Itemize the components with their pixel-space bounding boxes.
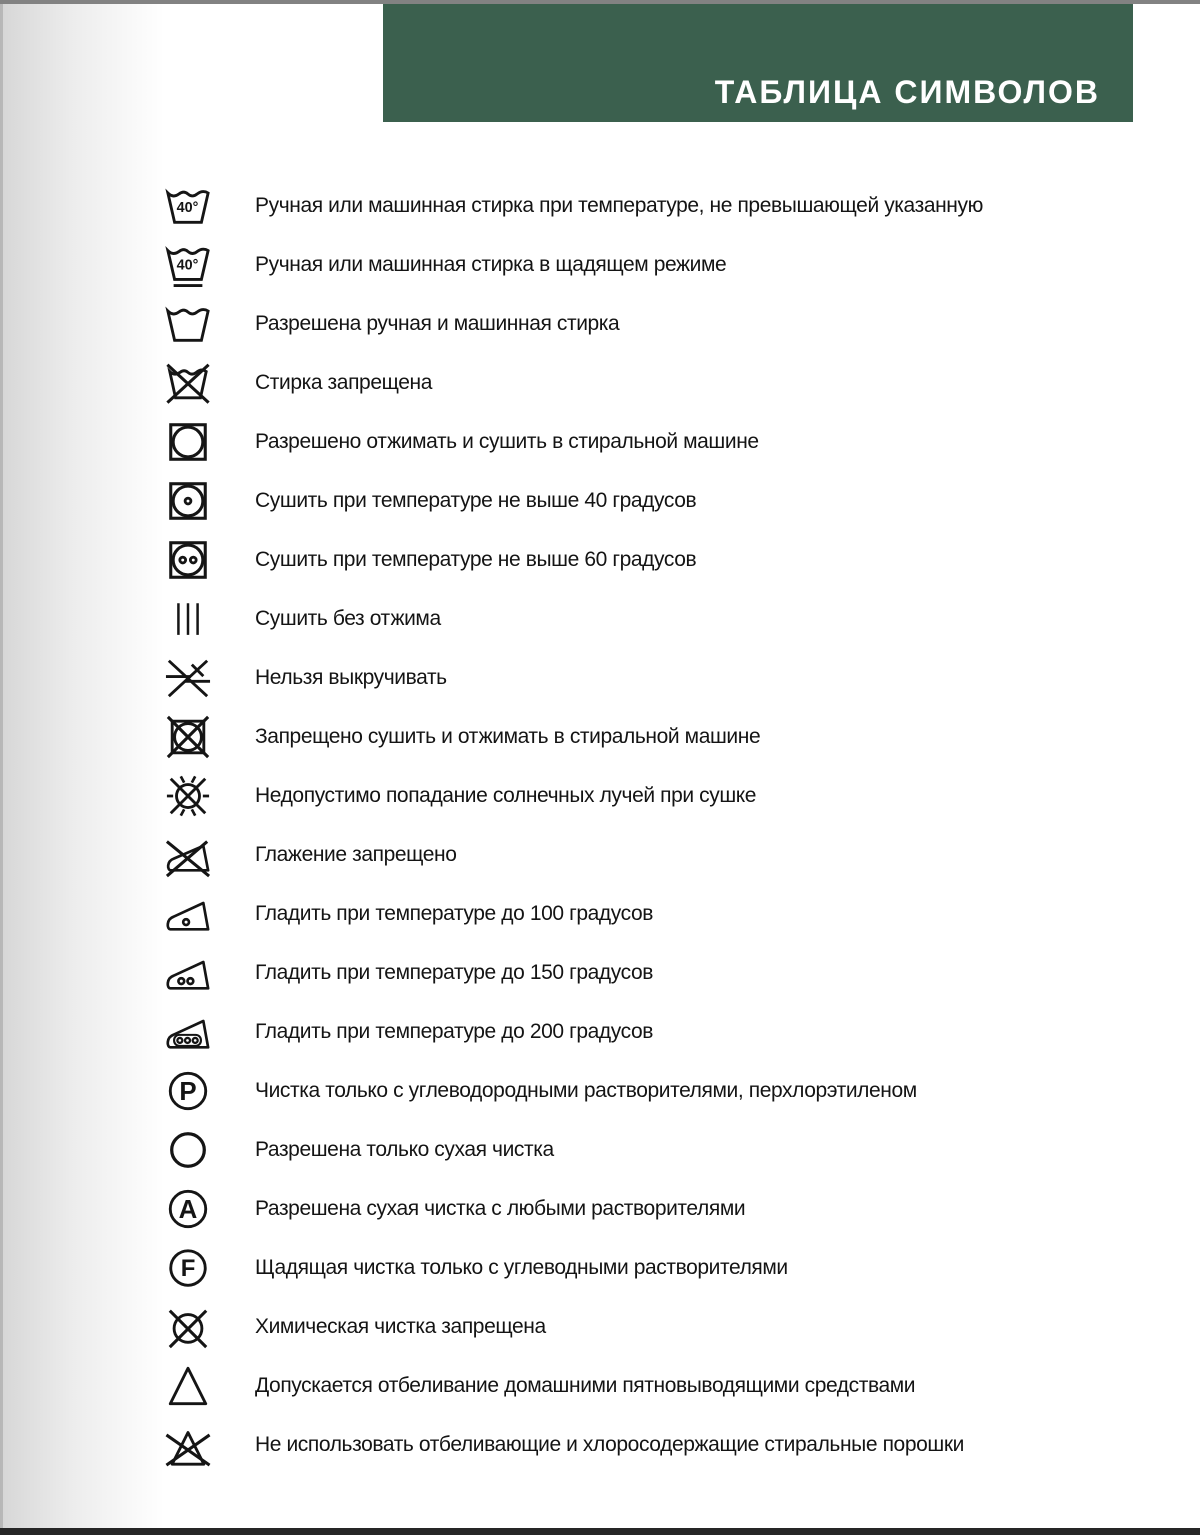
symbol-row	[160, 1415, 1140, 1474]
dryclean-a-icon	[160, 1186, 216, 1232]
wash-icon	[160, 301, 216, 347]
wash-40-gentle-icon	[160, 242, 216, 288]
bleach-allowed-icon	[160, 1363, 216, 1409]
dryclean-icon	[160, 1127, 216, 1173]
symbol-description: Допускается отбеливание домашними пятновыводящими средствами	[255, 1373, 916, 1397]
symbol-description: Сушить при температуре не выше 60 градусов	[255, 547, 697, 571]
symbol-description: Сушить при температуре не выше 40 градусов	[255, 488, 697, 512]
symbol-description: Глажение запрещено	[255, 842, 457, 866]
symbol-row	[160, 1120, 1140, 1179]
bleach-forbidden-icon	[160, 1422, 216, 1468]
symbol-row	[160, 353, 1140, 412]
symbol-description: Запрещено сушить и отжимать в стиральной машине	[255, 724, 761, 748]
top-edge-line	[0, 0, 1200, 4]
symbol-row	[160, 1061, 1140, 1120]
symbol-row	[160, 648, 1140, 707]
sun-dry-forbidden-icon	[160, 773, 216, 819]
dryclean-forbidden-icon	[160, 1304, 216, 1350]
page-fold-edge	[0, 0, 3, 1535]
dryclean-f-icon	[160, 1245, 216, 1291]
wring-forbidden-icon	[160, 655, 216, 701]
wash-40-icon	[160, 183, 216, 229]
symbol-row	[160, 707, 1140, 766]
symbol-row	[160, 884, 1140, 943]
iron-forbidden-icon	[160, 832, 216, 878]
tumble-dry-icon	[160, 419, 216, 465]
symbol-description: Щадящая чистка только с углеводными растворителями	[255, 1255, 788, 1279]
symbol-description: Разрешена только сухая чистка	[255, 1137, 554, 1161]
symbol-row	[160, 825, 1140, 884]
drip-dry-icon	[160, 596, 216, 642]
wash-forbidden-icon	[160, 360, 216, 406]
header-bar	[383, 4, 1133, 122]
iron-medium-icon	[160, 950, 216, 996]
symbol-description: Разрешена ручная и машинная стирка	[255, 311, 620, 335]
symbol-row	[160, 766, 1140, 825]
symbol-row	[160, 294, 1140, 353]
symbol-description: Стирка запрещена	[255, 370, 432, 394]
tumble-dry-low-icon	[160, 478, 216, 524]
symbol-row	[160, 1297, 1140, 1356]
symbol-description: Разрешено отжимать и сушить в стиральной машине	[255, 429, 759, 453]
symbol-description: Разрешена сухая чистка с любыми растворителями	[255, 1196, 746, 1220]
symbol-description: Гладить при температуре до 100 градусов	[255, 901, 654, 925]
iron-low-icon	[160, 891, 216, 937]
symbol-row	[160, 1179, 1140, 1238]
symbol-description: Сушить без отжима	[255, 606, 441, 630]
page-fold-shadow	[0, 0, 165, 1535]
tumble-dry-forbidden-icon	[160, 714, 216, 760]
symbol-description: Нельзя выкручивать	[255, 665, 447, 689]
symbol-row	[160, 176, 1140, 235]
symbol-row	[160, 1002, 1140, 1061]
symbol-list	[160, 176, 1140, 1474]
dryclean-p-icon	[160, 1068, 216, 1114]
symbol-description: Не использовать отбеливающие и хлоросодержащие стиральные порошки	[255, 1432, 964, 1456]
symbol-description: Ручная или машинная стирка при температуре, не превышающей указанную	[255, 193, 983, 217]
symbol-description: Гладить при температуре до 200 градусов	[255, 1019, 654, 1043]
symbol-row	[160, 1356, 1140, 1415]
symbol-description: Ручная или машинная стирка в щадящем режиме	[255, 252, 727, 276]
symbol-row	[160, 1238, 1140, 1297]
symbol-row	[160, 471, 1140, 530]
symbol-row	[160, 530, 1140, 589]
symbol-row	[160, 235, 1140, 294]
page-title: ТАБЛИЦА СИМВОЛОВ	[714, 74, 1100, 110]
symbol-description: Химическая чистка запрещена	[255, 1314, 546, 1338]
bottom-edge-line	[0, 1528, 1200, 1535]
symbol-description: Гладить при температуре до 150 градусов	[255, 960, 654, 984]
symbol-row	[160, 412, 1140, 471]
symbol-row	[160, 943, 1140, 1002]
symbol-description: Недопустимо попадание солнечных лучей при сушке	[255, 783, 757, 807]
iron-high-icon	[160, 1009, 216, 1055]
symbol-description: Чистка только с углеводородными растворителями, перхлорэтиленом	[255, 1078, 917, 1102]
symbol-row	[160, 589, 1140, 648]
tumble-dry-medium-icon	[160, 537, 216, 583]
